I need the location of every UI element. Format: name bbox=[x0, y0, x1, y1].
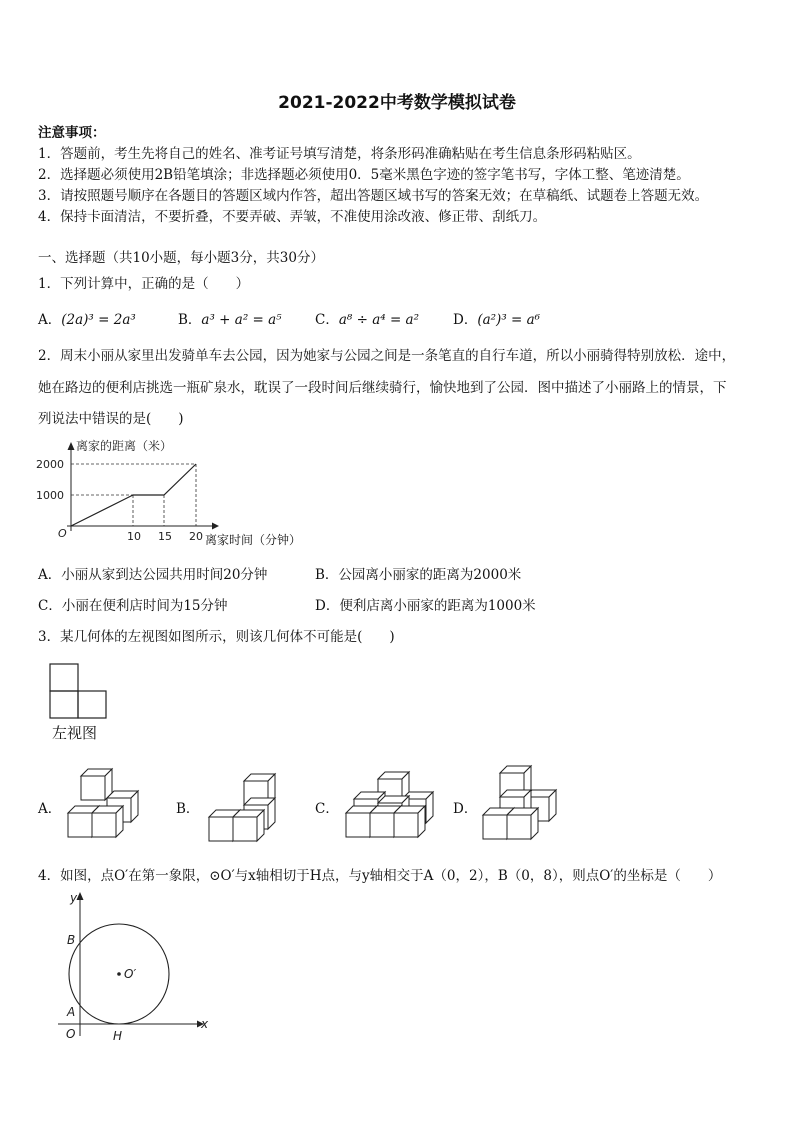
q4-stem: 4．如图，点O′在第一象限，⊙O′与x轴相切于H点，与y轴相交于A（0，2），B（0，8），则点O′的坐标是（ ） bbox=[38, 868, 722, 884]
q3-left-view-bottom-left-square bbox=[50, 691, 78, 718]
q2-y-axis-arrow bbox=[68, 442, 75, 450]
q2-x-axis-arrow bbox=[212, 523, 219, 530]
q2-x-label: 离家时间（分钟） bbox=[205, 533, 302, 547]
q2-ytick-2000: 2000 bbox=[36, 458, 64, 471]
q2-trip-line bbox=[71, 464, 196, 526]
cube bbox=[233, 810, 264, 841]
notice-item-3: 3．请按照题号顺序在各题目的答题区域内作答，超出答题区域书写的答案无效；在草稿纸、试题卷上答题无效。 bbox=[38, 188, 709, 204]
q1-option-a bbox=[38, 308, 136, 328]
q1-option-a-expr: (2a)³ = 2a³ bbox=[61, 312, 136, 328]
q1-option-b bbox=[178, 308, 282, 328]
q1-option-c-label: C． bbox=[315, 312, 339, 328]
q3-option-a-cubes bbox=[64, 766, 144, 840]
q2-option-c: C．小丽在便利店时间为15分钟 bbox=[38, 598, 228, 614]
q1-option-b-label: B． bbox=[178, 312, 202, 328]
q1-option-d-expr: (a²)³ = a⁶ bbox=[477, 312, 541, 328]
q4-center-label: O′ bbox=[124, 967, 137, 981]
q1-option-b-expr: a³ + a² = a⁵ bbox=[201, 312, 282, 328]
q4-circle-figure bbox=[56, 888, 216, 1048]
cube bbox=[394, 806, 425, 837]
notice-item-1: 1．答题前，考生先将自己的姓名、准考证号填写清楚，将条形码准确粘贴在考生信息条形码粘贴区。 bbox=[38, 146, 641, 162]
q4-x-label: x bbox=[201, 1017, 209, 1031]
q3-stem: 3．某几何体的左视图如图所示，则该几何体不可能是( ) bbox=[38, 629, 395, 645]
q3-option-b-label: B． bbox=[176, 801, 200, 817]
q1-option-c-expr: a⁸ ÷ a⁴ = a² bbox=[338, 312, 420, 328]
q2-y-label: 离家的距离（米） bbox=[76, 439, 173, 453]
q2-stem-line2: 她在路边的便利店挑选一瓶矿泉水，耽误了一段时间后继续骑行，愉快地到了公园．图中描述了小丽路上的情景，下 bbox=[38, 380, 727, 396]
q4-point-h-label: H bbox=[113, 1029, 123, 1043]
q1-stem: 1．下列计算中，正确的是（ ） bbox=[38, 276, 250, 292]
q2-option-d: D．便利店离小丽家的距离为1000米 bbox=[315, 598, 536, 614]
q3-left-view-top-square bbox=[50, 664, 78, 691]
q2-distance-time-graph bbox=[34, 436, 234, 552]
notice-item-2: 2．选择题必须使用2B铅笔填涂；非选择题必须使用0．5毫米黑色字迹的签字笔书写，字体工整、笔迹清楚。 bbox=[38, 167, 690, 183]
q2-stem-line3: 列说法中错误的是( ) bbox=[38, 411, 184, 427]
q2-option-a: A．小丽从家到达公园共用时间20分钟 bbox=[38, 567, 268, 583]
q4-point-b-label: B bbox=[67, 933, 76, 947]
cube bbox=[92, 806, 123, 837]
q3-option-d-label: D． bbox=[453, 801, 478, 817]
q2-ytick-1000: 1000 bbox=[36, 489, 64, 502]
notice-item-4: 4．保持卡面清洁，不要折叠，不要弄破、弄皱，不准使用涂改液、修正带、刮纸刀。 bbox=[38, 209, 547, 225]
q4-center-point bbox=[117, 972, 121, 976]
q3-option-c-cubes bbox=[343, 770, 439, 842]
page-title: 2021-2022中考数学模拟试卷 bbox=[278, 93, 516, 113]
q1-option-d-label: D． bbox=[453, 312, 478, 328]
q2-xtick-15: 15 bbox=[158, 530, 172, 543]
cube bbox=[507, 808, 538, 839]
q1-option-a-label: A． bbox=[38, 312, 62, 328]
q3-left-view-figure bbox=[48, 662, 110, 720]
q1-option-c bbox=[315, 308, 419, 328]
q4-y-label: y bbox=[70, 891, 78, 905]
q3-left-view-bottom-right-square bbox=[78, 691, 106, 718]
q2-xtick-20: 20 bbox=[189, 530, 203, 543]
q2-stem-line1: 2．周末小丽从家里出发骑单车去公园，因为她家与公园之间是一条笔直的自行车道，所以小丽骑得特别放松．途中， bbox=[38, 348, 736, 364]
q4-point-a-label: A bbox=[67, 1005, 76, 1019]
q3-option-b-cubes bbox=[206, 772, 280, 844]
section-heading: 一、选择题（共10小题，每小题3分，共30分） bbox=[38, 250, 324, 266]
cube bbox=[81, 769, 112, 800]
q4-origin-label: O bbox=[66, 1027, 76, 1041]
q3-left-view-caption: 左视图 bbox=[52, 724, 98, 742]
q3-option-a-label: A． bbox=[38, 801, 62, 817]
q1-option-d bbox=[453, 308, 540, 328]
q2-option-b: B．公园离小丽家的距离为2000米 bbox=[315, 567, 522, 583]
q3-option-d-cubes bbox=[480, 764, 562, 844]
notice-heading: 注意事项： bbox=[38, 125, 106, 141]
q2-xtick-10: 10 bbox=[127, 530, 141, 543]
q3-option-c-label: C． bbox=[315, 801, 339, 817]
q4-y-axis-arrow bbox=[77, 892, 84, 900]
q2-origin-label: O bbox=[58, 527, 67, 540]
